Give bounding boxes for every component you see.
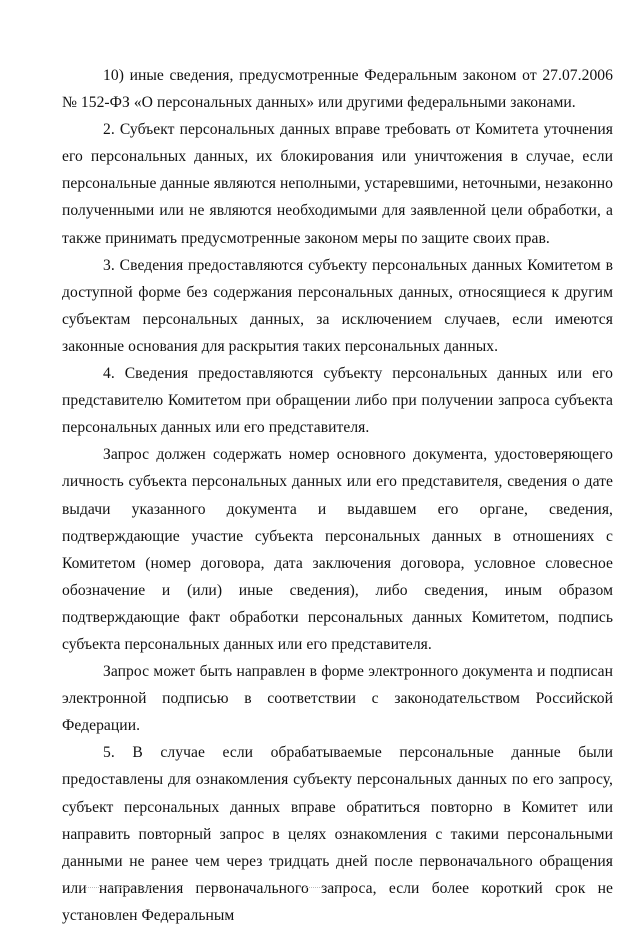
- paragraph-2: 2. Субъект персональных данных вправе требовать от Комитета уточнения его персональных данных, их блокирования или уничтожения в случае, если персональные данные являются неполными, устаревшими, неточными, незаконно полученными или не являются необходимыми для заявленной цели обработки, а также принимать предусмотренные законом меры по защите своих прав.: [62, 121, 613, 247]
- paragraph-3: 3. Сведения предоставляются субъекту персональных данных Комитетом в доступной форме без содержания персональных данных, относящиеся к другим субъектам персональных данных, за исключением случаев, если имеются законные основания для раскрытия таких персональных данных.: [62, 256, 613, 355]
- scan-artifact-line: [85, 887, 175, 889]
- paragraph-item-10: 10) иные сведения, предусмотренные Федеральным законом от 27.07.2006 № 152-ФЗ «О персональных данных» или другими федеральными законами.: [62, 67, 613, 112]
- paragraph-4: 4. Сведения предоставляются субъекту персональных данных или его представителю Комитетом при обращении либо при получении запроса субъекта персональных данных или его представителя.: [62, 365, 613, 437]
- paragraph-request-contents: Запрос должен содержать номер основного документа, удостоверяющего личность субъекта персональных данных или его представителя, сведения о дате выдачи указанного документа и выдавшем его органе, сведения, подтверждающие участие субъекта персональных данных в отношениях с Комитетом (номер договора, дата заключения договора, условное словесное обозначение и (или) иные сведения), либо сведения, иным образом подтверждающие факт обработки персональных данных Комитетом, подпись субъекта персональных данных или его представителя.: [62, 446, 613, 653]
- paragraph-5: 5. В случае если обрабатываемые персональные данные были предоставлены для ознакомления субъекту персональных данных по его запросу, субъект персональных данных вправе обратиться повторно в Комитет или направить повторный запрос в целях ознакомления с такими персональными данными не ранее чем через тридцать дней после первоначального обращения или направления первоначального запроса, если более короткий срок не установлен Федеральным: [62, 744, 613, 924]
- paragraph-electronic-request: Запрос может быть направлен в форме электронного документа и подписан электронной подписью в соответствии с законодательством Российской Федерации.: [62, 663, 613, 735]
- document-page: [62, 62, 613, 929]
- scan-artifact-line: [300, 887, 360, 889]
